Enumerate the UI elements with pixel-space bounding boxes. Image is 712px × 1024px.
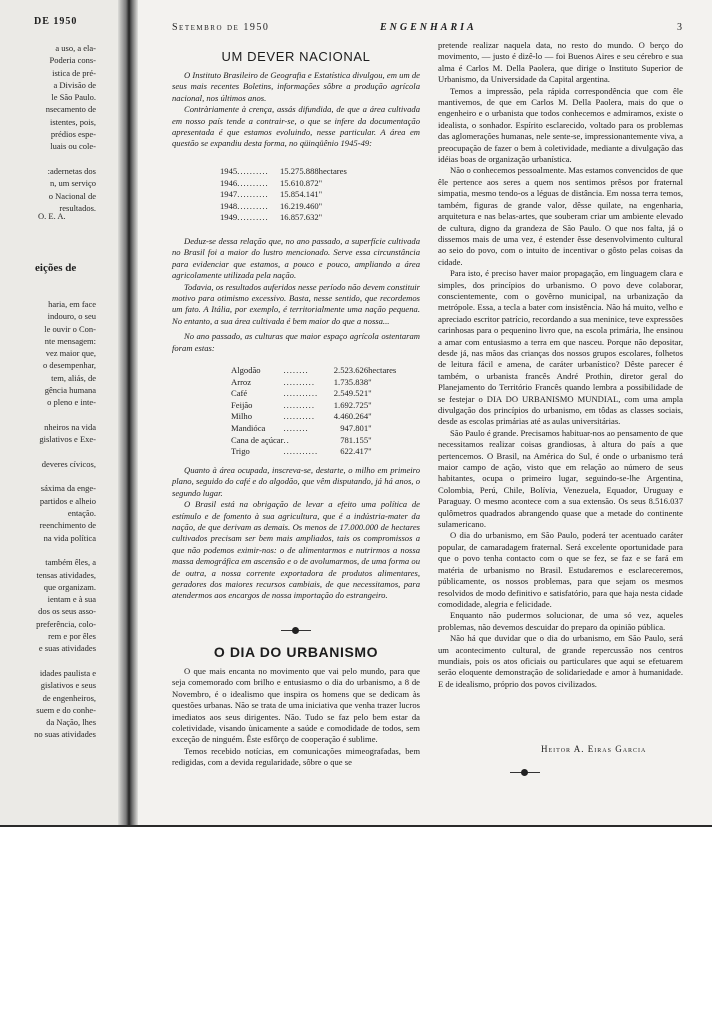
table-row [231,388,396,400]
area-value: 781.155 [340,434,369,445]
leader-dots: .. [283,434,290,445]
crop-name: Algodão [231,365,261,375]
table-row [231,365,396,377]
table-row [231,446,396,458]
area-table [220,166,347,224]
previous-page-line: tensas atividades, [36,569,96,580]
previous-page-text-a [0,42,96,214]
article2-left-column [172,666,420,769]
table-row [220,166,347,178]
year-cell: 1946 [220,177,238,188]
paragraph: São Paulo é grande. Precisamos habituar-nos ao pensamento de que necessitamos realizar coisas grandiosas, à altura do país a que pertencemos. O Brasil, na América do Sul, é onde o urbanismo terá maior campo de ação, visto que em relação ao número de seus habitantes, ocupa o primeiro lugar, seguindo-se-lhe Argentina, Colombia, Perú, Chile, Bolívia, Venezuela, Equador, Uruguay e Paraguay. O mesmo acontece com a sua extensão. Os seus 8.516.037 qulômetros quadrados abrangendo quase que a metade do continente sulamericano. [438,427,683,530]
area-value: 15.854.141 [280,189,319,200]
previous-page-line [0,655,96,667]
unit-cell: " [368,422,372,433]
crop-name: Feijão [231,399,253,410]
paragraph: O dia do urbanismo, em São Paulo, poderá ter acentuado caráter popular, de camaradagem fraternal. Será excelente oportunidade para que o povo tenha contacto com o que se fez, se faz e se fará em matéria de urbanismo no Brasil. Estudaremos e esclareceremos, públicamente, os nossos problemas, para que sejam os mesmos resolvidos de modo definitivo e satisfatório, para que haja nesta cidade comodidade, alegria e felicidade. [438,530,683,609]
previous-page-line: vez maior que, [45,348,96,359]
previous-page-line: Poderia cons- [49,55,96,66]
table-row [220,201,347,213]
previous-page-line: luais ou cole- [50,141,96,152]
previous-page-line: e suas atividades [38,643,96,654]
author-signature: Heitor A. Eiras Garcia [541,744,647,754]
article-title-um-dever-nacional: UM DEVER NACIONAL [221,49,371,64]
previous-page-line: o Nacional de [48,190,96,201]
crop-name: Arroz [231,376,252,387]
unit-cell: " [318,200,323,211]
previous-page-fragment [0,0,122,825]
table-row [231,400,396,412]
previous-page-line [0,544,96,556]
previous-page-line: sáxima da enge- [40,483,96,494]
unit-cell: " [368,434,372,445]
previous-page-line: nsecamento de [45,104,96,115]
leader-dots: .......... [283,411,315,422]
previous-page-text-b [0,298,96,741]
previous-page-line: istentes, pois, [49,116,96,127]
year-cell: 1947 [220,189,238,200]
previous-page-line: ientam e à sua [47,594,96,605]
leader-dots: .......... [237,212,269,223]
section-ornament [281,626,311,636]
area-value: 15.610.872 [280,177,319,188]
area-value: 2.549.521 [333,388,369,399]
previous-page-line: gislativos e seus [40,680,96,691]
previous-page-line: haria, em face [48,299,96,309]
crop-name: Milho [231,411,253,422]
unit-cell: " [368,399,372,410]
crop-name: Cana de açúcar [231,434,284,445]
previous-page-line: que organizam. [43,581,96,592]
paragraph: pretende realizar naquela data, no resto do mundo. O berço do movimento, — justo é dizê-lo — foi Buenos Aires e seu cérebro e sua alma é Carlos M. Della Paolera, que dirige o Instituto Superior de Urbanismo, da Universidade da Capital argentina. [438,40,683,85]
paragraph: No ano passado, as culturas que maior espaço agrícola ostentaram foram estas: [172,331,420,353]
area-value: 2.523.626 [333,365,369,375]
previous-page-line [0,446,96,458]
paragraph: O Instituto Brasileiro de Geografia e Estatística divulgou, em um de seus mais recentes Boletins, informações sôbre a produção agrícola nacional, nos últimos anos. [172,70,420,103]
leader-dots: ........ [283,365,309,375]
leader-dots: .......... [237,166,269,176]
leader-dots: ........... [283,446,319,457]
unit-cell: " [368,376,372,387]
previous-page-line: n, um serviço [49,178,96,189]
table-row [220,212,347,224]
unit-cell: " [368,411,372,422]
paragraph: Para isto, é preciso haver maior propagação, em linguagem clara e simples, dos princípios do urbanismo. O povo deve colaborar, conscientemente, com o govêrno municipal, na urbanização da metrópole. Essa, a tecla a bater com insistência. Não há muito, velho e apreciado escritor patrício, recordando a sua meninice, teve expressões carinhosas para o pequenino livro que, na escola primária, lhe ensinou a amar com entusiasmo a terra em que nasceu. Porque não depositar, desde já, nas mãos das crianças dos nossos grupos escolares, folhetos de leitura fácil e amena, de caráter urbanístico? Dêste parecer é também, o urbanista francês André Prothin, diretor geral do Planejamento do Território Francês quando lembra a possibilidade de se festejar o DIA DO URBANISMO MUNDIAL, com uma ampla divulgação dos princípios do urbanismo, em tôdas as classes sociais, desde as escolas primárias até as aulas universitárias. [438,268,683,427]
unit-cell: hectares [368,365,397,375]
paragraph: Não há que duvidar que o dia do urbanismo, em São Paulo, será um acontecimento cultural, de grande repercussão nos centros mundiais, pois os atos oficiais ou particulares que aqui se efetuarem serão eloquente demonstração de solidariedade e amor à humanidade. E de idealismo, próprio dos povos civilizados. [438,633,683,689]
previous-page-line: resultados. [59,202,96,213]
article1-intro [172,70,420,150]
crops-table [231,365,396,458]
previous-page-line: reenchimento de [39,520,96,531]
previous-page-line [0,153,96,165]
previous-page-line: prédios espe- [50,129,96,140]
paragraph: O que mais encanta no movimento que vai pelo mundo, para que seja comemorado com brilho e entusiasmo o dia do urbanismo, a 8 de Novembro, é o idealismo que inspira os homens que se dedicam às questões urbanas. Não se trata de uma iniciativa que venha trazer lucros imediatos aos seus dirigentes. Não. Tudo se faz pelo bem estar da coletividade, visando ùnicamente a saúde e comodidade de todos, sem exceção de ninguém. Êste esfôrço de cooperação é sublime. [172,666,420,745]
previous-page-line: da Nação, lhes [46,717,96,728]
previous-page-line: partidos e alheio [39,495,96,506]
leader-dots: .......... [237,200,269,211]
paragraph: Quanto à área ocupada, inscreva-se, destarte, o milho em primeiro plano, seguido do café e do algodão, que vêm disputando, já há anos, o segundo lugar. [172,465,420,498]
previous-page-line: o desempenhar, [42,360,96,371]
previous-page-header: DE 1950 [34,16,78,27]
book-gutter [118,0,138,825]
leader-dots: .......... [237,177,269,188]
crop-name: Mandióca [231,422,266,433]
previous-page-line: idades paulista e [39,667,96,678]
paragraph: Temos a impressão, pela rápida correspondência que com êle mantivemos, de que em Carlos M. Della Paolera, mais do que o engenheiro e o urbanista que todos conhecemos e admiramos, existe o idealista, o sonhador. Espírito esclarecido, voltado para os problemas das aglomerações humanas, nele sente-se, impressionantemente viva, a preocupação de fazer o bem à coletividade, mediante a divulgação das idéias boas de organização urbanística. [438,85,683,165]
previous-page-line: o pleno e inte- [47,397,96,408]
unit-cell: " [318,177,323,188]
header-date: Setembro de 1950 [172,22,270,33]
page-number: 3 [677,22,683,33]
previous-page-line: preferência, colo- [36,618,96,629]
article2-right-column [438,40,683,690]
scan-edge [0,825,712,827]
table-row [231,423,396,435]
previous-page-signoff: O. E. A. [38,211,66,221]
table-row [220,178,347,190]
table-row [231,411,396,423]
area-value: 16.857.632 [280,212,319,223]
leader-dots: .......... [283,399,315,410]
end-ornament [510,768,540,778]
area-value: 947.801 [340,422,369,433]
table-row [231,435,396,447]
paragraph: Todavia, os resultados auferidos nesse período não devem constituir motivo para otimismo excessivo. Basta, nesse sentido, que recordemos um fato. A Itália, por exemplo, é territorialmente uma nação pequena. No entanto, a sua área cultivada é bem maior do que a nossa... [172,281,420,326]
previous-page-line: :adernetas dos [47,165,96,176]
previous-page-line: nheiros na vida [44,421,96,432]
previous-page-line: istica de pré- [52,67,96,78]
table-row [220,189,347,201]
paragraph: Enquanto não pudermos solucionar, de uma só vez, aqueles problemas, não devemos descuidar do preparo da opinião pública. [438,610,683,632]
unit-cell: " [318,212,323,223]
area-value: 15.275.888 [280,166,319,176]
year-cell: 1949 [220,212,238,223]
previous-page-line: de engenheiros, [42,692,96,703]
previous-page-line: na vida política [43,532,96,543]
previous-page-line: dos os seus asso- [38,606,96,617]
crop-name: Café [231,388,248,399]
unit-cell: " [368,446,372,457]
area-value: 1.735.838 [333,376,369,387]
leader-dots: ........ [283,422,309,433]
article1-middle [172,236,420,354]
year-cell: 1945 [220,166,238,176]
unit-cell: " [368,388,372,399]
area-value: 4.460.264 [333,411,369,422]
previous-page-line: gência humana [44,385,96,396]
paragraph: Não o conhecemos pessoalmente. Mas estamos convencidos de que êle pertence aos seres a quem nos sentimos prêsos por fraternal simpatia, mesmo tendo-os a léguas de distância. Em nossa terra temos, também, figuras de grande valor, dêsse quilate, na engenharia, arquitetura e nas belas-artes, que souberam criar um ambiente elevado de cultura, digno da grandeza de São Paulo. O que nos falta, já o dissemos mais de uma vez, é estender êsse desenvolvimento cultural ao seio do povo, com o intuito de incentivar o gôsto pelas coisas da cidade. [438,165,683,267]
article1-end [172,465,420,602]
leader-dots: ........... [283,388,319,399]
leader-dots: .......... [283,376,315,387]
previous-page-line: também êles, a [45,557,96,568]
crop-name: Trigo [231,446,250,457]
previous-page-line: a Divisão de [53,79,96,90]
previous-page-line: a uso, a ela- [55,43,96,53]
previous-page-line: le ouvir o Con- [44,323,96,334]
article-title-o-dia-do-urbanismo: O DIA DO URBANISMO [213,644,379,660]
paragraph: Deduz-se dessa relação que, no ano passado, a superfície cultivada no Brasil foi a maior do lustro mencionado. Serve essa circunstância para evidenciar que estamos, a pouco e pouco, ampliando a área agricolamente utilizada pela nação. [172,236,420,281]
area-value: 16.219.460 [280,200,319,211]
header-journal-title: ENGENHARIA [380,22,477,33]
previous-page-line: entação. [67,508,96,519]
leader-dots: .......... [237,189,269,200]
previous-page-line: le São Paulo. [51,92,96,103]
area-value: 1.692.725 [333,399,369,410]
previous-page-line: gislativos e Exe- [39,434,96,445]
paragraph: O Brasil está na obrigação de levar a efeito uma política de estímulo e de fomento à sua agricultura, que é a indústria-mater da nação, de que derivam as demais. Os menos de 17.000.000 de hectares cultivados precisam ser bem mais ampliados, tais os compromissos a que não podemos eximir-nos: o de alimentarmos e nutrirmos a nossa massa demográfica em ascensão e o de avolumarmos, de uma forma ou de outra, a nossa corrente exportadora de produtos alimentares, geradores dos maiores recursos cambiais, de que necessitamos, para atendermos aos encargos de nossa importação do estrangeiro. [172,499,420,601]
previous-page-line: deveres cívicos, [41,458,96,469]
area-value: 622.417 [340,446,369,457]
unit-cell: hectares [318,166,347,176]
previous-page-line [0,409,96,421]
previous-page-line [0,470,96,482]
previous-page-line: nte mensagem: [44,335,96,346]
table-row [231,377,396,389]
previous-page-line: suem e do conhe- [36,704,96,715]
unit-cell: " [318,189,323,200]
paragraph: Contràriamente à crença, assás difundida, de que a área cultivada em nosso país tende a contrair-se, o que se infere da documentação apresentada é que estamos evoluindo, nesse particular. A área em questão se expandiu desta forma, no qüinqüênio 1945-49: [172,104,420,149]
previous-page-line: indouro, o seu [47,311,96,322]
previous-page-line: tem, aliás, de [51,372,96,383]
previous-page-line: no suas atividades [34,729,96,740]
previous-page-heading: eições de [35,262,77,274]
year-cell: 1948 [220,200,238,211]
previous-page-line: rem e por êles [48,631,96,642]
paragraph: Temos recebido notícias, em comunicações mimeografadas, bem redigidas, com a devida regularidade, sôbre o que se [172,745,420,768]
